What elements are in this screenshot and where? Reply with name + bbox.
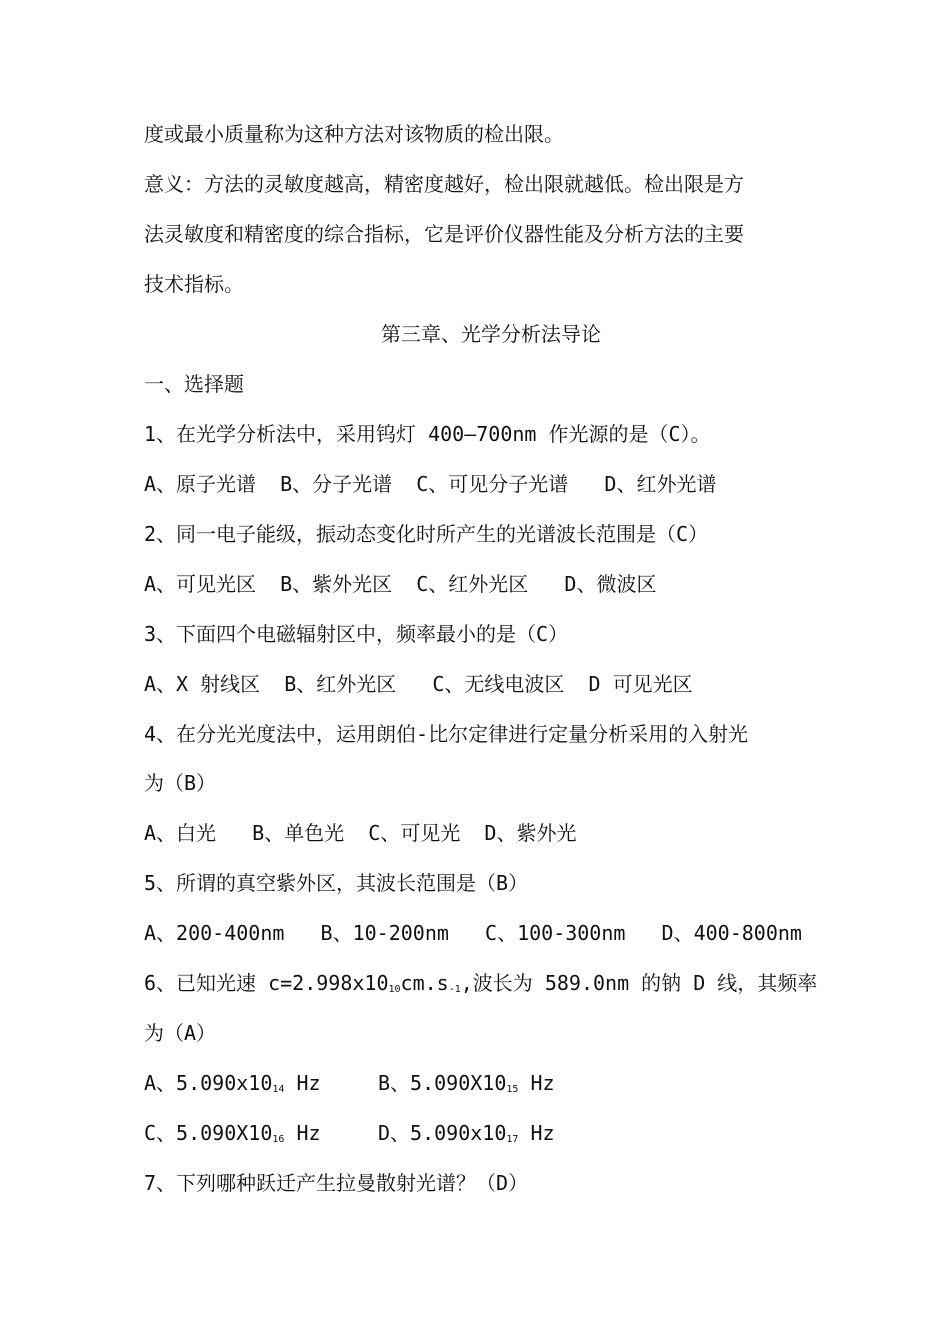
paragraph-line: 度或最小质量称为这种方法对该物质的检出限。 <box>144 122 564 146</box>
q6-option-d-unit: Hz <box>518 1121 555 1145</box>
question-2: 2、同一电子能级，振动态变化时所产生的光谱波长范围是（C） <box>144 522 709 546</box>
question-6-continued: 为（A） <box>144 1021 217 1045</box>
q6-exponent-2: -1 <box>448 984 461 995</box>
question-4-continued: 为（B） <box>144 771 217 795</box>
q6-option-a-unit: Hz <box>284 1071 321 1095</box>
q6-option-b-unit: Hz <box>518 1071 555 1095</box>
question-1-options: A、原子光谱 B、分子光谱 C、可见分子光谱 D、红外光谱 <box>144 472 717 496</box>
q6-option-d-text: D、5.090x10 <box>378 1121 507 1145</box>
question-6-option-c <box>144 1120 321 1146</box>
question-2-options: A、可见光区 B、紫外光区 C、红外光区 D、微波区 <box>144 572 657 596</box>
question-3-options: A、X 射线区 B、红外光区 C、无线电波区 D 可见光区 <box>144 672 693 696</box>
question-1: 1、在光学分析法中，采用钨灯 400—700nm 作光源的是（C）。 <box>144 422 711 446</box>
q6-option-d-exponent: 17 <box>506 1134 519 1145</box>
question-5-options: A、200-400nm B、10-200nm C、100-300nm D、400-800nm <box>144 921 802 945</box>
q6-option-b-exponent: 15 <box>506 1084 519 1095</box>
question-4-options: A、白光 B、单色光 C、可见光 D、紫外光 <box>144 821 577 845</box>
paragraph-line: 技术指标。 <box>144 272 244 296</box>
q6-option-c-unit: Hz <box>284 1121 321 1145</box>
q6-option-c-text: C、5.090X10 <box>144 1121 273 1145</box>
q6-text-a: 6、已知光速 c=2.998x10 <box>144 971 389 995</box>
q6-text-b: cm.s <box>400 971 449 995</box>
section-title: 一、选择题 <box>144 372 244 396</box>
paragraph-line: 意义：方法的灵敏度越高，精密度越好，检出限就越低。检出限是方 <box>144 172 744 196</box>
chapter-title: 第三章、光学分析法导论 <box>381 322 601 346</box>
q6-option-a-exponent: 14 <box>272 1084 285 1095</box>
question-6-option-b <box>378 1070 555 1096</box>
q6-option-a-text: A、5.090x10 <box>144 1071 273 1095</box>
question-3: 3、下面四个电磁辐射区中，频率最小的是（C） <box>144 622 569 646</box>
q6-option-c-exponent: 16 <box>272 1134 285 1145</box>
q6-exponent-1: 10 <box>388 984 401 995</box>
question-6-option-d <box>378 1120 555 1146</box>
question-5: 5、所谓的真空紫外区，其波长范围是（B） <box>144 871 529 895</box>
q6-text-c: ,波长为 589.0nm 的钠 D 线，其频率 <box>460 971 818 995</box>
question-4: 4、在分光光度法中，运用朗伯-比尔定律进行定量分析采用的入射光 <box>144 722 749 746</box>
question-6 <box>144 970 817 996</box>
q6-option-b-text: B、5.090X10 <box>378 1071 507 1095</box>
question-6-option-a <box>144 1070 321 1096</box>
paragraph-line: 法灵敏度和精密度的综合指标，它是评价仪器性能及分析方法的主要 <box>144 222 744 246</box>
question-7: 7、下列哪种跃迁产生拉曼散射光谱？（D） <box>144 1171 529 1195</box>
